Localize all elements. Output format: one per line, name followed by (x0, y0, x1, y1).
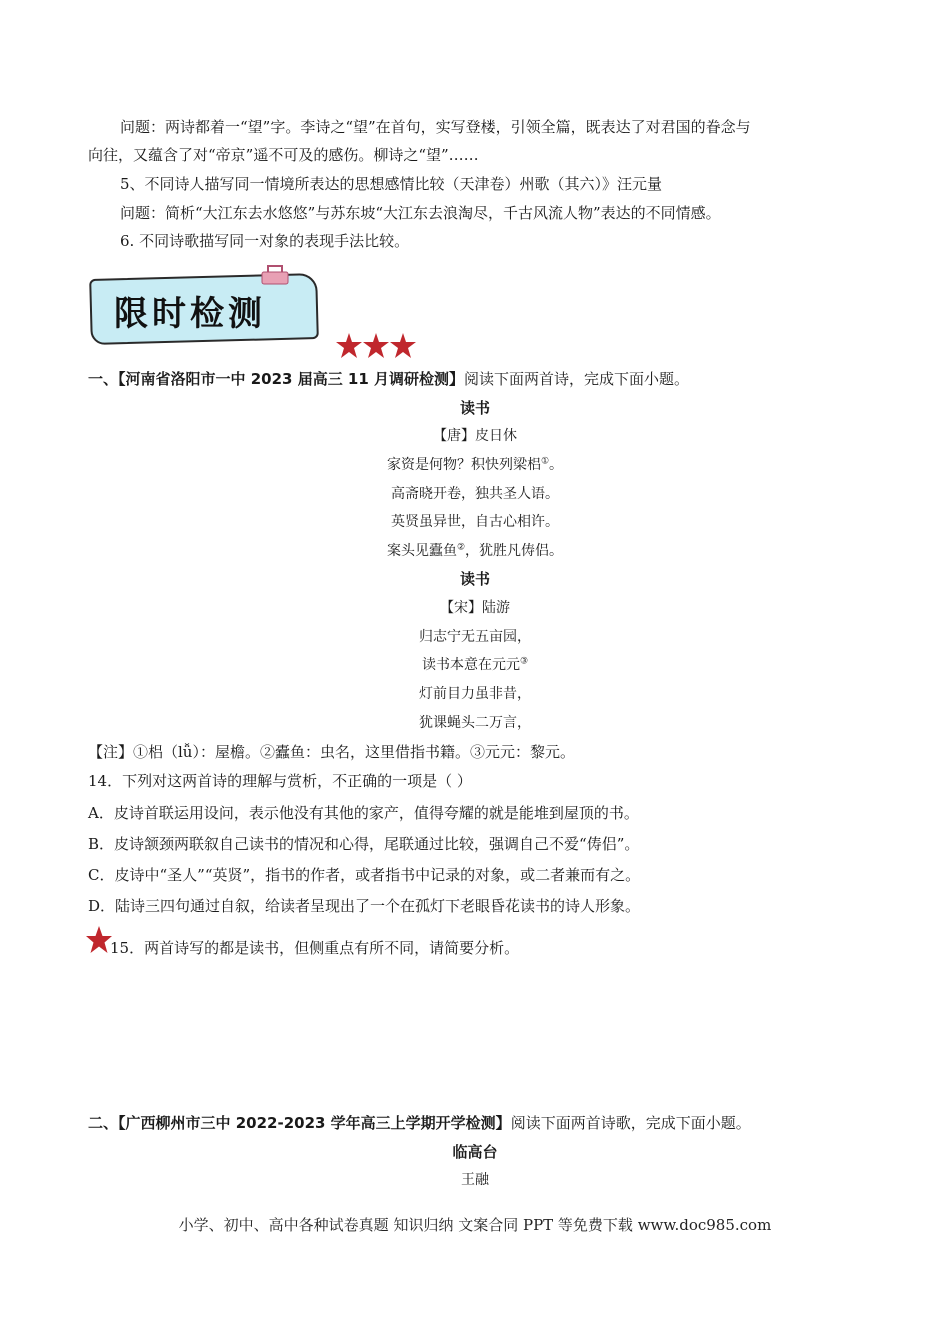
option-b: B．皮诗颔颈两联叙自己读书的情况和心得，尾联通过比较，强调自己不爱“俦侣”。 (88, 835, 640, 853)
footnote: 【注】①梠（lǚ）：屋檐。②蠹鱼：虫名，这里借指书籍。③元元：黎元。 (88, 743, 575, 761)
section-1-heading (88, 369, 689, 389)
section-banner (90, 270, 320, 342)
intro-paragraph-1b: 向往，又蕴含了对“帝京”遥不可及的感伤。柳诗之“望”…… (88, 146, 479, 164)
section-2-source: 【广西柳州市三中 2022-2023 学年高三上学期开学检测】 (118, 1114, 511, 1132)
intro-paragraph-4: 6. 不同诗歌描写同一对象的表现手法比较。 (120, 232, 410, 250)
intro-paragraph-1a: 问题：两诗都着一“望”字。李诗之“望”在首句，实写登楼，引领全篇，既表达了对君国的眷念与 (120, 118, 751, 136)
poem-2-line-4: 犹课蝇头二万言， (419, 715, 531, 731)
option-a: A．皮诗首联运用设问，表示他没有其他的家产，值得夸耀的就是能堆到屋顶的书。 (88, 804, 639, 822)
poem-1-title: 读书 (459, 399, 490, 417)
intro-paragraph-3: 问题：简析“大江东去水悠悠”与苏东坡“大江东去浪淘尽，千古风流人物”表达的不同情感。 (120, 204, 721, 222)
section-1-source: 【河南省洛阳市一中 2023 届高三 11 月调研检测】 (118, 370, 465, 388)
binder-clip-icon (258, 264, 292, 286)
question-15: 15．两首诗写的都是读书，但侧重点有所不同，请简要分析。 (110, 939, 520, 957)
section-2-heading (88, 1113, 751, 1133)
poem-3-title: 临高台 (452, 1143, 498, 1161)
poem-2-line-1: 归志宁无五亩园， (419, 629, 531, 645)
poem-2-title: 读书 (459, 570, 490, 588)
poem-2-line-3: 灯前目力虽非昔， (419, 686, 531, 702)
poem-2-author: 【宋】陆游 (440, 600, 510, 616)
poem-1-line-4: 案头见蠹鱼②，犹胜凡俦侣。 (386, 542, 564, 559)
question-14: 14．下列对这两首诗的理解与赏析，不正确的一项是（ ） (88, 772, 472, 790)
page-footer: 小学、初中、高中各种试卷真题 知识归纳 文案合同 PPT 等免费下载 www.doc985.com (178, 1216, 772, 1234)
section-1-instruction: 阅读下面两首诗，完成下面小题。 (464, 370, 690, 388)
section-2-instruction: 阅读下面两首诗歌，完成下面小题。 (510, 1114, 751, 1132)
key-question-star-icon (86, 926, 112, 954)
poem-2-line-2: 读书本意在元元③ (421, 656, 529, 673)
poem-3-author: 王融 (461, 1172, 489, 1188)
option-c: C．皮诗中“圣人”“英贤”，指书的作者，或者指书中记录的对象，或二者兼而有之。 (88, 866, 641, 884)
section-2-prefix: 二、 (88, 1114, 119, 1132)
poem-1-line-2: 高斋晓开卷，独共圣人语。 (391, 486, 559, 502)
poem-1-line-3: 英贤虽异世，自古心相许。 (391, 514, 559, 530)
intro-paragraph-2: 5、不同诗人描写同一情境所表达的思想感情比较（天津卷）州歌（其六）》汪元量 (120, 175, 663, 193)
poem-1-author: 【唐】皮日休 (433, 428, 517, 444)
difficulty-stars-icon (336, 332, 416, 360)
option-d: D．陆诗三四句通过自叙，给读者呈现出了一个在孤灯下老眼昏花读书的诗人形象。 (88, 897, 641, 915)
banner-title: 限时检测 (114, 294, 266, 334)
poem-1-line-1: 家资是何物？积快列梁梠①。 (386, 456, 564, 473)
section-1-prefix: 一、 (88, 370, 119, 388)
